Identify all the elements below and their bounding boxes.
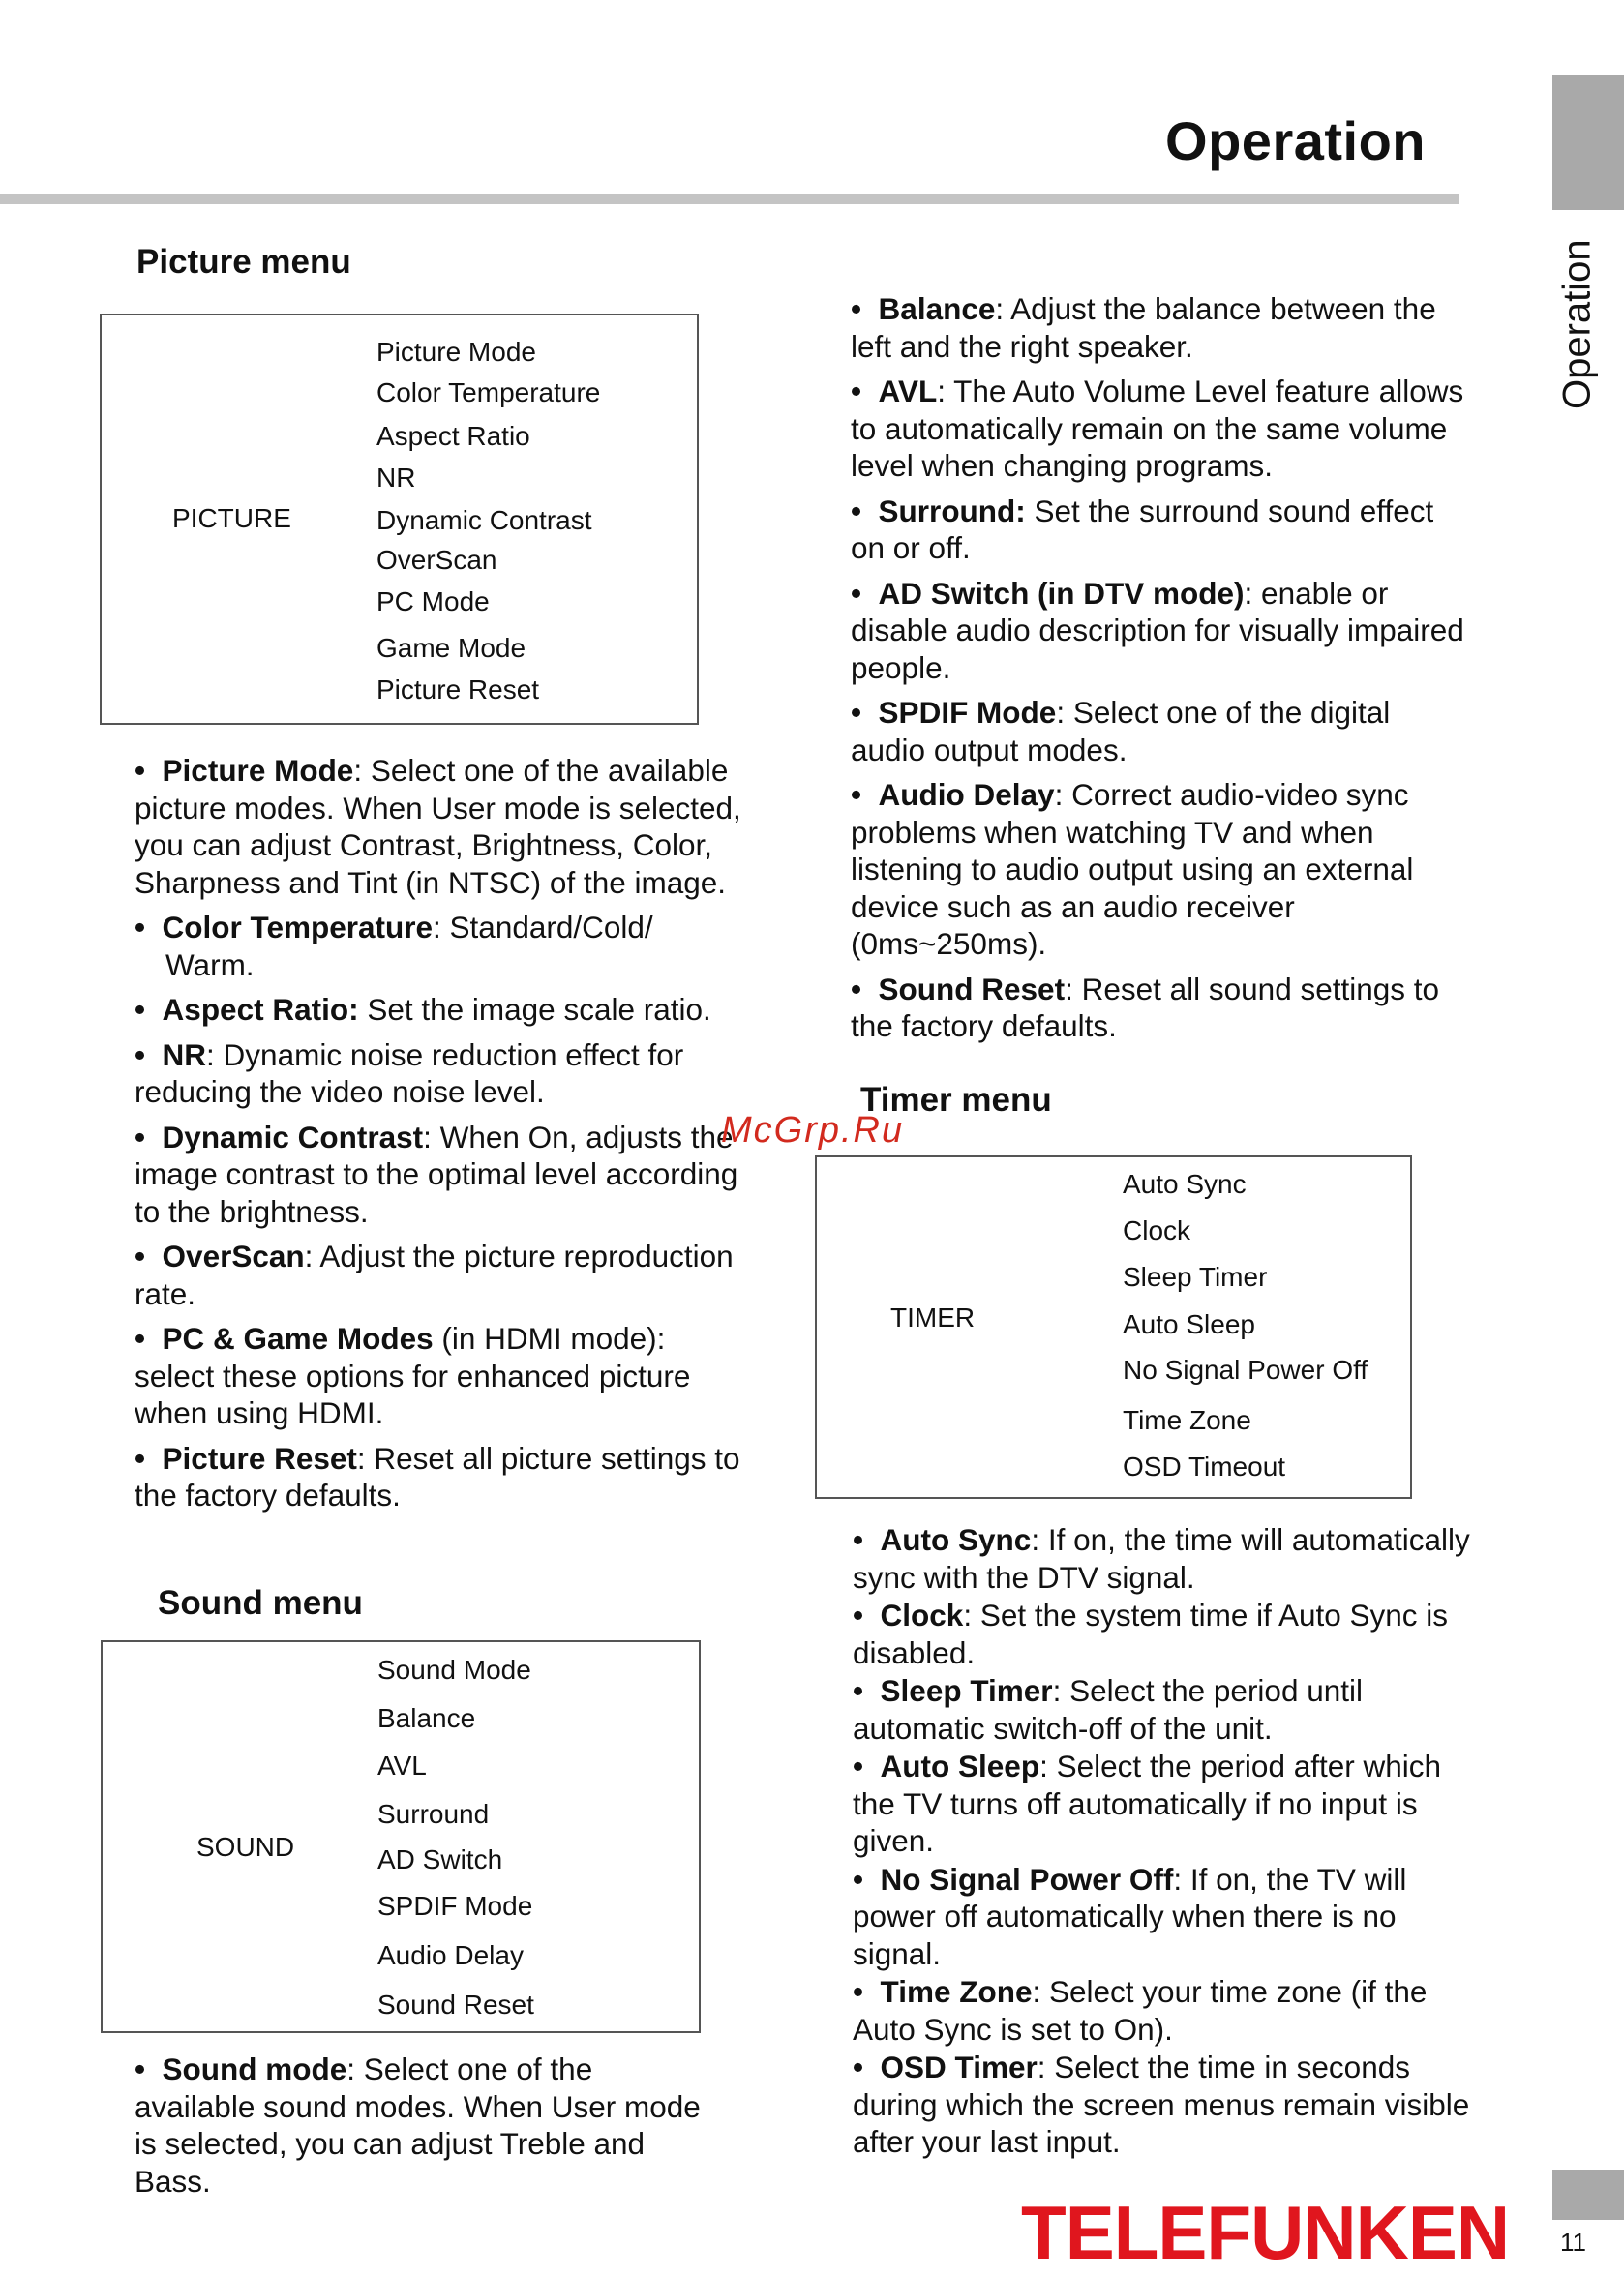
sound-menu-label: SOUND: [196, 1832, 295, 1862]
timer-menu-item: Clock: [1123, 1215, 1191, 1245]
timer-menu-item: Auto Sleep: [1123, 1309, 1255, 1339]
picture-menu-heading: Picture menu: [136, 243, 351, 281]
picture-menu-description: [104, 752, 742, 1522]
sound-menu-item: Balance: [377, 1703, 476, 1733]
timer-menu-item: Auto Sync: [1123, 1169, 1247, 1199]
desc-aspect-ratio: • Aspect Ratio: Set the image scale ratio.: [104, 991, 742, 1029]
picture-menu-label: PICTURE: [172, 503, 291, 533]
desc-no-signal-power-off: • No Signal Power Off: If on, the TV will power off automatically when there is no signal.: [822, 1861, 1470, 1973]
desc-time-zone: • Time Zone: Select your time zone (if the Auto Sync is set to On).: [822, 1973, 1470, 2048]
picture-menu-box: [100, 314, 699, 725]
timer-menu-item: Time Zone: [1123, 1405, 1251, 1435]
desc-overscan: • OverScan: Adjust the picture reproduction rate.: [104, 1238, 742, 1312]
sound-mode-description: [104, 2051, 704, 2207]
desc-sound-mode: • Sound mode: Select one of the available sound modes. When User mode is selected, you can adjust Treble and Bass.: [104, 2051, 704, 2200]
timer-menu-box: [815, 1155, 1412, 1499]
side-tab-label: Operation: [1555, 239, 1599, 409]
timer-menu-description: [822, 1521, 1470, 2162]
picture-menu-item: Game Mode: [376, 633, 526, 663]
page-number-block: [1552, 2170, 1624, 2220]
timer-menu-heading: Timer menu: [860, 1081, 1052, 1119]
desc-sound-reset: • Sound Reset: Reset all sound settings to the factory defaults.: [820, 971, 1468, 1045]
picture-menu-item: Aspect Ratio: [376, 421, 530, 451]
desc-osd-timer: • OSD Timer: Select the time in seconds during which the screen menus remain visible after your last input.: [822, 2049, 1470, 2161]
desc-color-temperature: • Color Temperature: Standard/Cold/ Warm.: [104, 909, 742, 983]
desc-avl: • AVL: The Auto Volume Level feature allows to automatically remain on the same volume level when changing programs.: [820, 373, 1468, 485]
timer-menu-item: Sleep Timer: [1123, 1262, 1268, 1292]
desc-spdif-mode: • SPDIF Mode: Select one of the digital audio output modes.: [820, 694, 1468, 768]
desc-audio-delay: • Audio Delay: Correct audio-video sync problems when watching TV and when listening to audio output using an external device such as an audio receiver (0ms~250ms).: [820, 776, 1468, 963]
picture-menu-item: PC Mode: [376, 586, 490, 616]
timer-menu-item: OSD Timeout: [1123, 1452, 1286, 1482]
desc-auto-sleep: • Auto Sleep: Select the period after which the TV turns off automatically if no input is given.: [822, 1748, 1470, 1860]
page-title: Operation: [1165, 110, 1426, 171]
desc-picture-mode: • Picture Mode: Select one of the available picture modes. When User mode is selected, you can adjust Contrast, Brightness, Color, Sharpness and Tint (in NTSC) of the image.: [104, 752, 742, 901]
picture-menu-item: Dynamic Contrast: [376, 505, 592, 535]
sound-menu-item: Sound Reset: [377, 1990, 534, 2020]
picture-menu-item: OverScan: [376, 545, 497, 575]
timer-menu-label: TIMER: [890, 1303, 976, 1333]
desc-ad-switch: • AD Switch (in DTV mode): enable or disable audio description for visually impaired people.: [820, 575, 1468, 687]
page-number: 11: [1560, 2228, 1586, 2257]
sound-menu-item: AVL: [377, 1751, 427, 1781]
desc-pc-game-modes: • PC & Game Modes (in HDMI mode): select these options for enhanced picture when using HDMI.: [104, 1320, 742, 1432]
sound-menu-item: SPDIF Mode: [377, 1891, 533, 1921]
sound-menu-item: Sound Mode: [377, 1655, 531, 1685]
desc-balance: • Balance: Adjust the balance between the left and the right speaker.: [820, 290, 1468, 365]
header-rule: [0, 194, 1459, 204]
sound-menu-box: [101, 1640, 701, 2033]
watermark: McGrp.Ru: [721, 1110, 905, 1151]
sound-menu-description: [820, 290, 1468, 1053]
desc-surround: • Surround: Set the surround sound effect on or off.: [820, 493, 1468, 567]
side-tab-block: [1552, 75, 1624, 210]
picture-menu-item: Picture Mode: [376, 337, 536, 367]
sound-menu-item: Audio Delay: [377, 1940, 524, 1970]
desc-nr: • NR: Dynamic noise reduction effect for reducing the video noise level.: [104, 1036, 742, 1111]
sound-menu-heading: Sound menu: [158, 1584, 363, 1622]
sound-menu-item: AD Switch: [377, 1844, 503, 1874]
desc-sleep-timer: • Sleep Timer: Select the period until automatic switch-off of the unit.: [822, 1672, 1470, 1747]
picture-menu-item: NR: [376, 463, 416, 493]
desc-auto-sync: • Auto Sync: If on, the time will automatically sync with the DTV signal.: [822, 1521, 1470, 1596]
desc-clock: • Clock: Set the system time if Auto Sync is disabled.: [822, 1597, 1470, 1671]
brand-logo: TELEFUNKEN: [1021, 2190, 1510, 2275]
sound-menu-item: Surround: [377, 1799, 490, 1829]
desc-dynamic-contrast: • Dynamic Contrast: When On, adjusts the image contrast to the optimal level according to the brightness.: [104, 1119, 742, 1231]
timer-menu-item: No Signal Power Off: [1123, 1355, 1368, 1385]
picture-menu-item: Picture Reset: [376, 674, 540, 704]
desc-picture-reset: • Picture Reset: Reset all picture settings to the factory defaults.: [104, 1440, 742, 1514]
picture-menu-item: Color Temperature: [376, 377, 601, 407]
